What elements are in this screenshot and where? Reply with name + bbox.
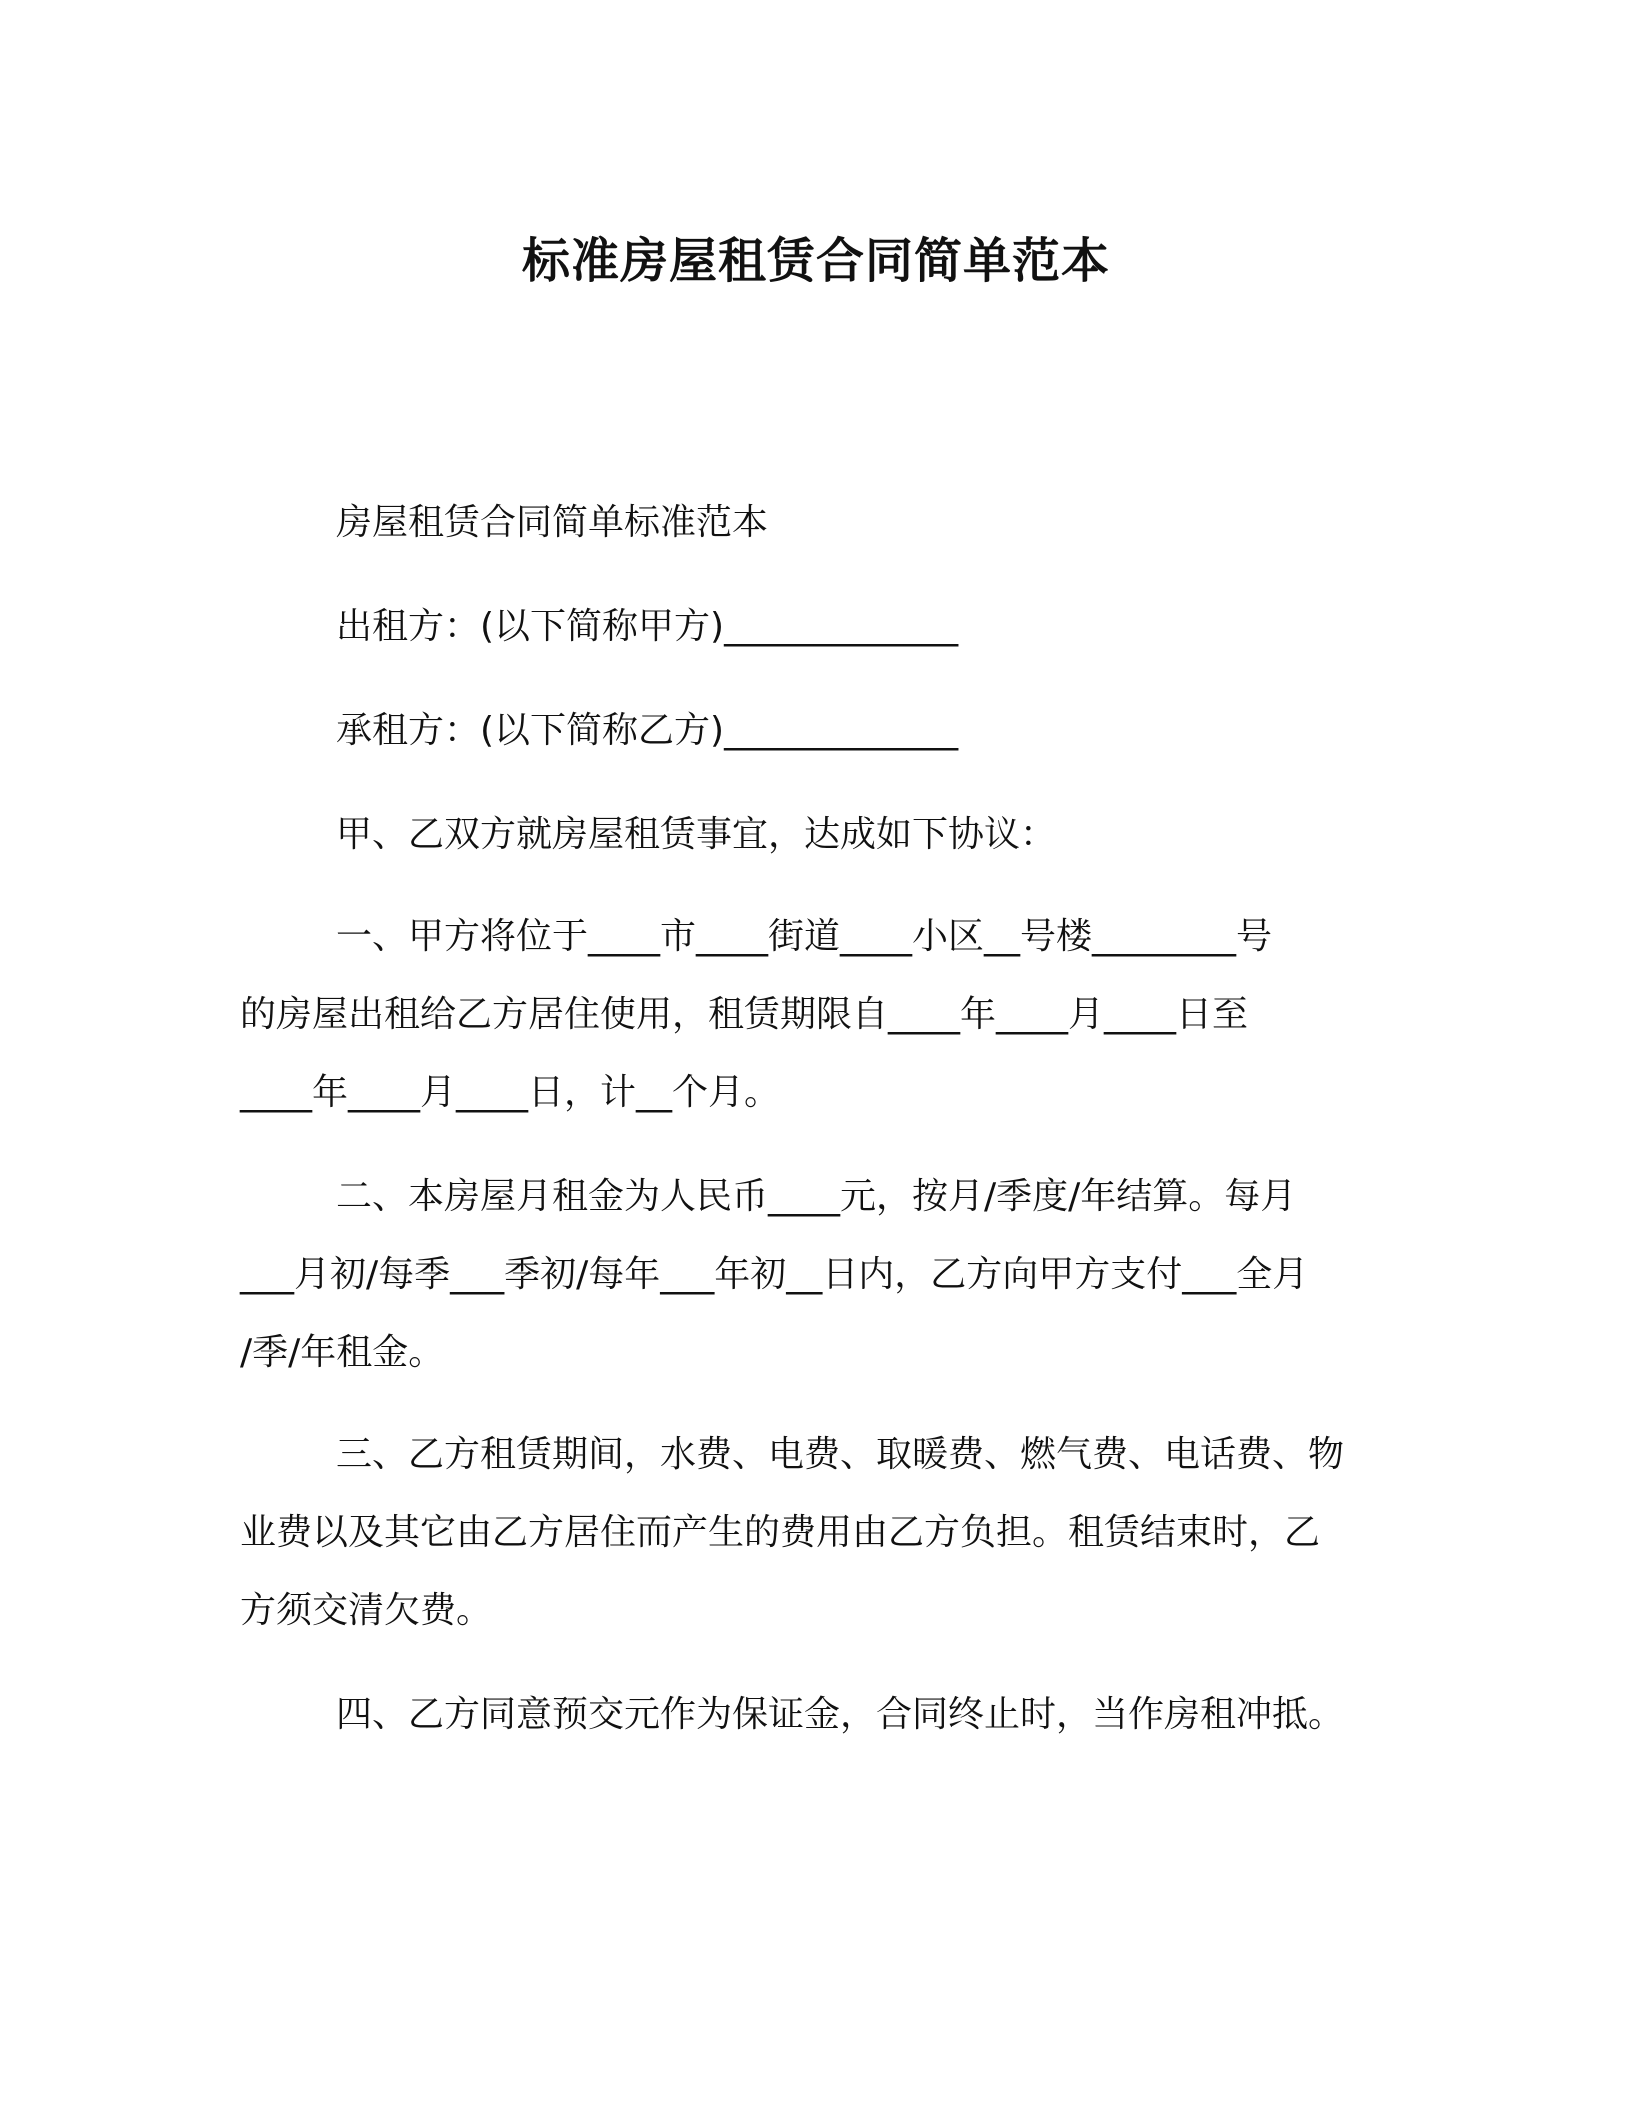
clause-four-line-1: 四、乙方同意预交元作为保证金，合同终止时，当作房租冲抵。 [336, 1694, 1345, 1735]
lessee-paragraph [240, 692, 1380, 770]
intro-paragraph [240, 796, 1380, 874]
intro-text: 甲、乙双方就房屋租赁事宜，达成如下协议： [336, 814, 1057, 855]
lessor-paragraph [240, 588, 1380, 666]
clause-one [240, 898, 1380, 1132]
clause-one-line-3: ____年____月____日，计__个月。 [240, 1072, 781, 1113]
clause-one-line-1: 一、甲方将位于____市____街道____小区__号楼________号 [336, 916, 1273, 957]
clause-three-line-3: 方须交清欠费。 [240, 1590, 493, 1631]
clause-three-line-1: 三、乙方租赁期间，水费、电费、取暖费、燃气费、电话费、物 [336, 1434, 1345, 1475]
clause-two-line-1: 二、本房屋月租金为人民币____元，按月/季度/年结算。每月 [336, 1176, 1297, 1217]
clause-one-line-2: 的房屋出租给乙方居住使用，租赁期限自____年____月____日至 [240, 994, 1249, 1035]
lessor-line: 出租方：(以下简称甲方)_____________ [336, 606, 959, 647]
lessee-line: 承租方：(以下简称乙方)_____________ [336, 710, 959, 751]
clause-three [240, 1416, 1380, 1650]
clause-three-line-2: 业费以及其它由乙方居住而产生的费用由乙方负担。租赁结束时，乙 [240, 1512, 1321, 1553]
subtitle-paragraph [240, 484, 1380, 562]
clause-two-line-3: /季/年租金。 [240, 1332, 445, 1373]
subtitle-text: 房屋租赁合同简单标准范本 [336, 502, 769, 543]
clause-two-line-2: ___月初/每季___季初/每年___年初__日内，乙方向甲方支付___全月 [240, 1254, 1309, 1295]
clause-four [240, 1676, 1380, 1754]
clause-two [240, 1158, 1380, 1392]
document-title: 标准房屋租赁合同简单范本 [521, 233, 1110, 289]
